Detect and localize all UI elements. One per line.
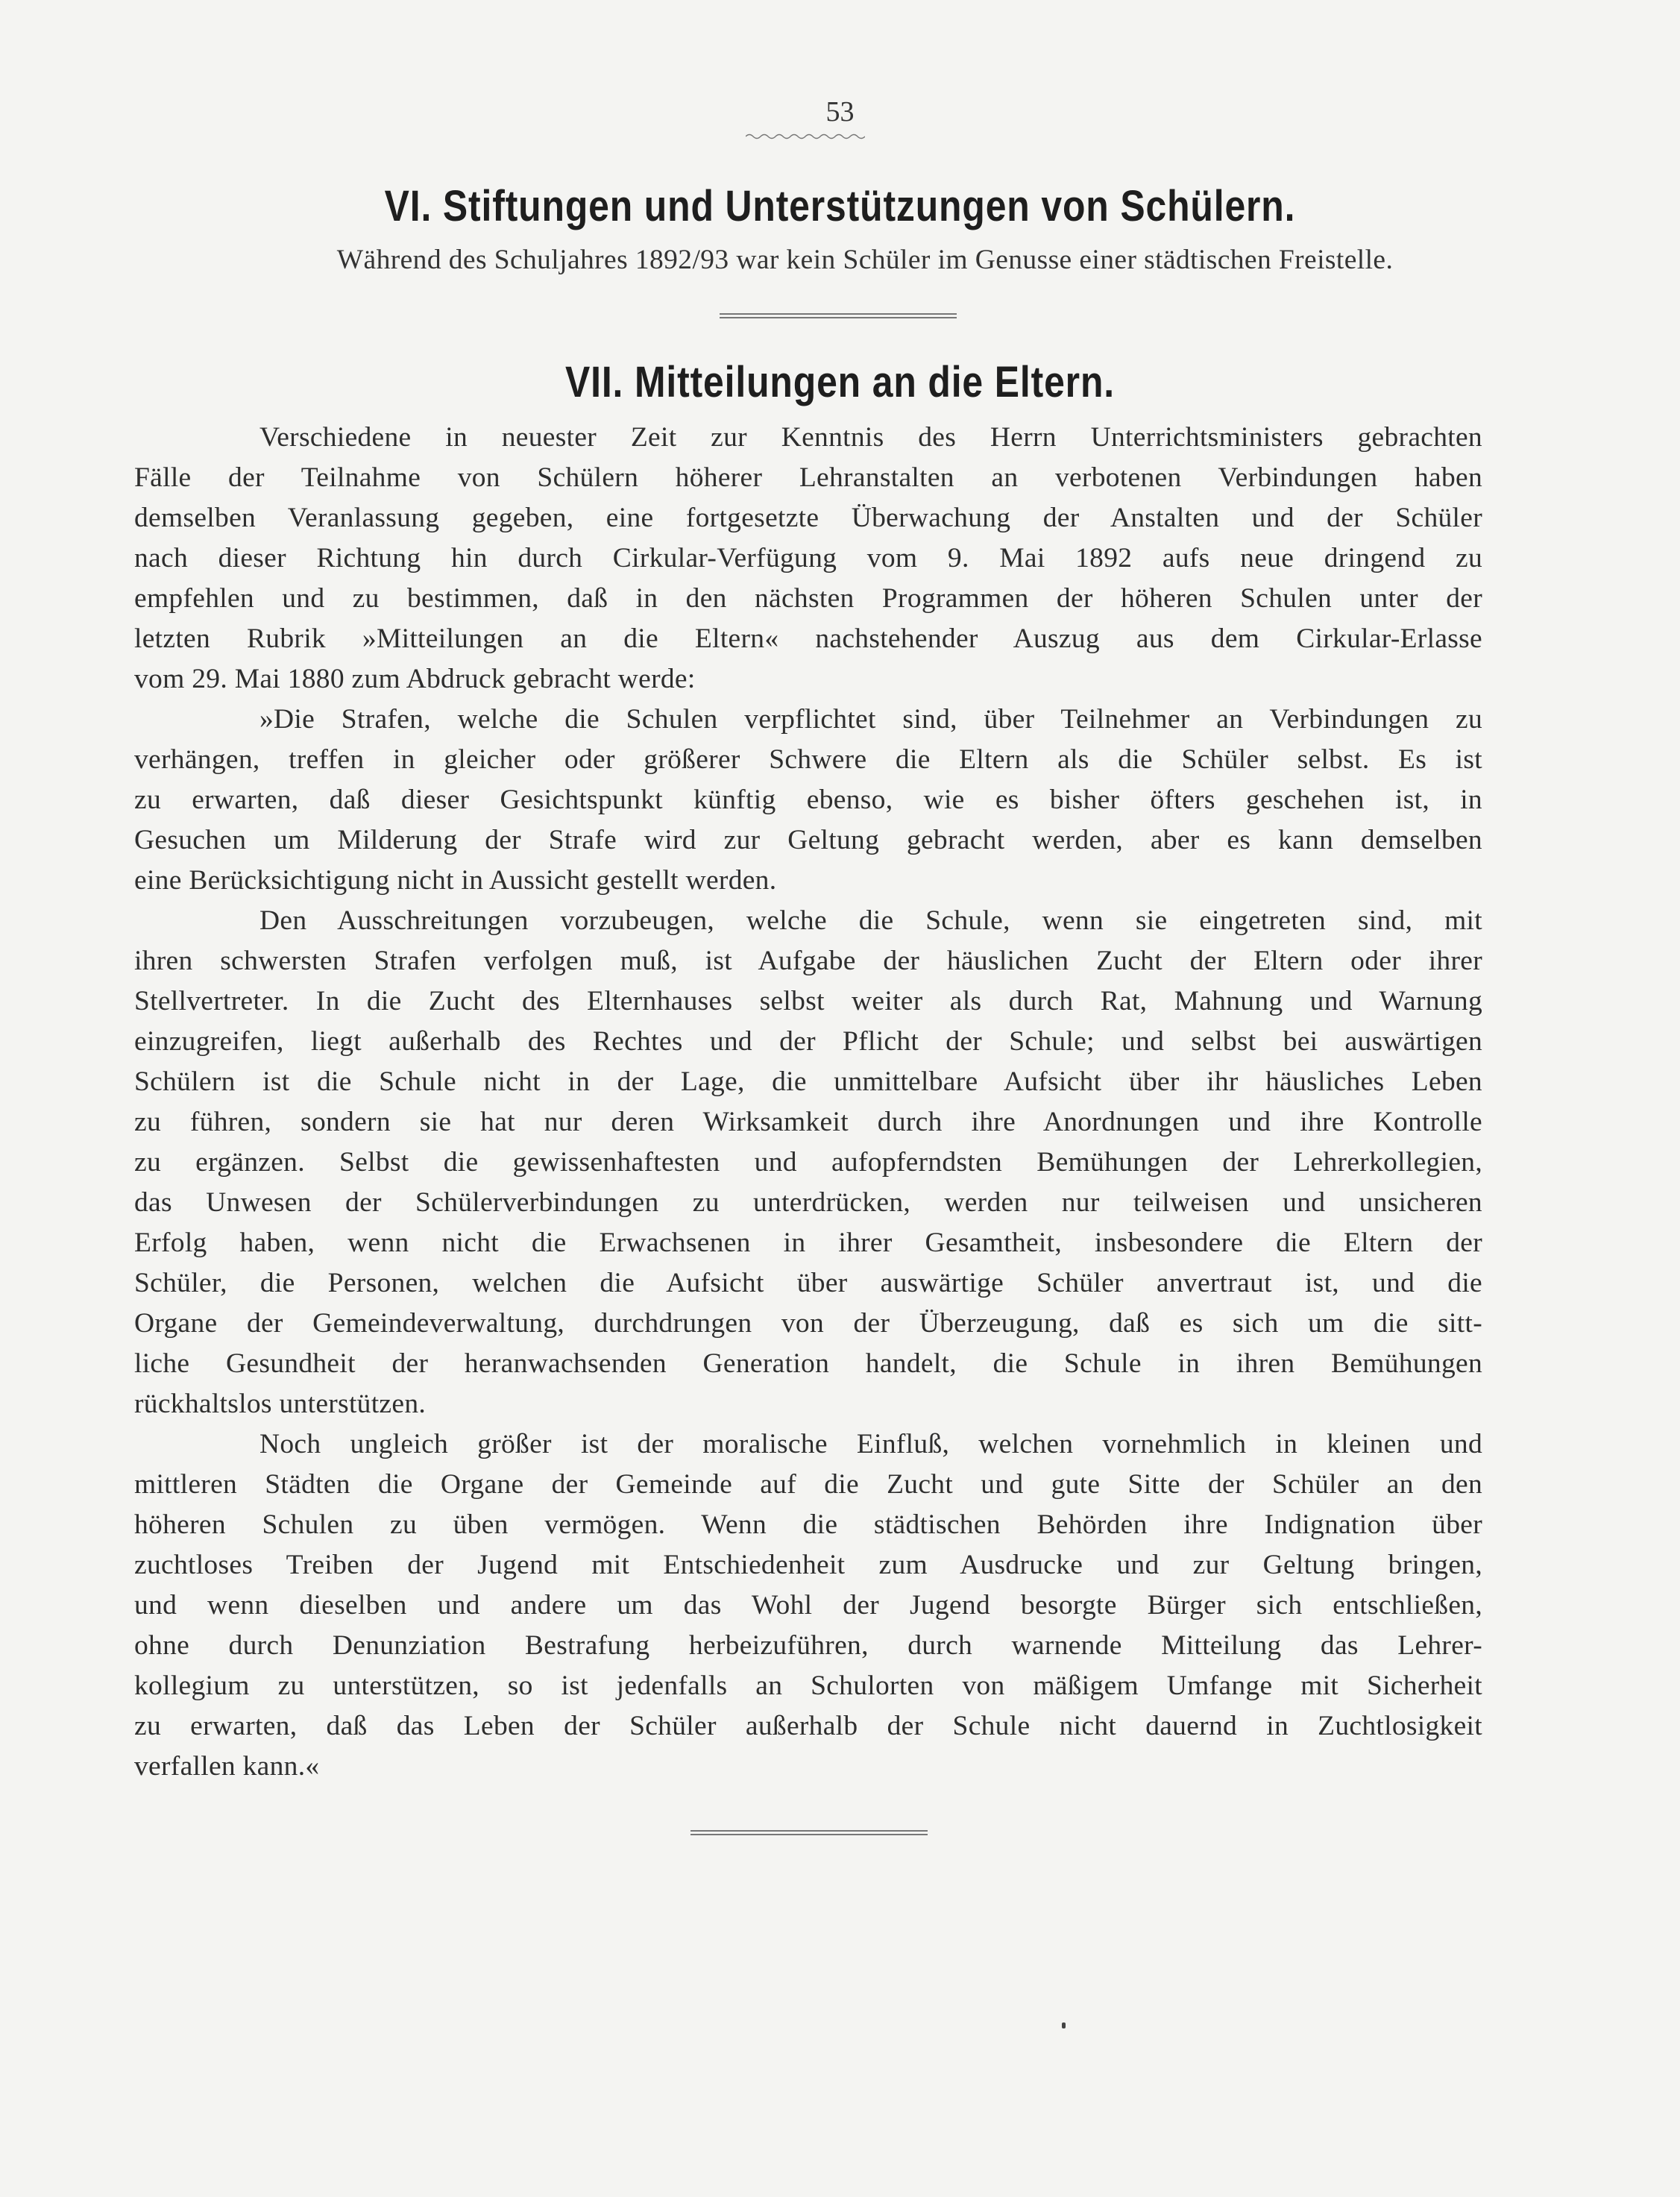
page-number: 53: [825, 96, 855, 128]
end-divider: [690, 1830, 928, 1836]
section-heading-vi: VI. Stiftungen und Unterstützungen von Schülern.: [384, 182, 1296, 230]
text-line: Stellvertreter. In die Zucht des Elternhauses selbst weiter als durch Rat, Mahnung und Warnung: [134, 986, 1482, 1016]
text-line: verhängen, treffen in gleicher oder größerer Schwere die Eltern als die Schüler selbst. Es ist: [134, 744, 1482, 775]
text-line: Verschiedene in neuester Zeit zur Kenntnis des Herrn Unterrichtsministers gebrachten: [259, 422, 1482, 453]
section-vi-text: Während des Schuljahres 1892/93 war kein Schüler im Genusse einer städtischen Freistelle.: [336, 245, 1394, 275]
text-line: einzugreifen, liegt außerhalb des Rechtes und der Pflicht der Schule; und selbst bei auswärtigen: [134, 1026, 1482, 1057]
text-line: das Unwesen der Schülerverbindungen zu unterdrücken, werden nur teilweisen und unsicheren: [134, 1187, 1482, 1218]
paper-speck: [1062, 2022, 1066, 2028]
text-line: empfehlen und zu bestimmen, daß in den nächsten Programmen der höheren Schulen unter der: [134, 583, 1482, 614]
section-vii-body: [134, 418, 1482, 1787]
text-line: Noch ungleich größer ist der moralische Einfluß, welchen vornehmlich in kleinen und: [259, 1429, 1482, 1459]
text-line: verfallen kann.«: [134, 1751, 320, 1782]
text-line: Erfolg haben, wenn nicht die Erwachsenen in ihrer Gesamtheit, insbesondere die Eltern der: [134, 1228, 1482, 1258]
text-line: Schülern ist die Schule nicht in der Lage, die unmittelbare Aufsicht über ihr häusliches Leben: [134, 1066, 1482, 1097]
text-line: eine Berücksichtigung nicht in Aussicht gestellt werden.: [134, 865, 777, 896]
section-divider: [720, 313, 957, 319]
text-line: nach dieser Richtung hin durch Cirkular-Verfügung vom 9. Mai 1892 aufs neue dringend zu: [134, 543, 1482, 573]
text-line: mittleren Städten die Organe der Gemeinde auf die Zucht und gute Sitte der Schüler an den: [134, 1469, 1482, 1500]
text-line: Organe der Gemeindeverwaltung, durchdrungen von der Überzeugung, daß es sich um die sitt-: [134, 1308, 1482, 1339]
text-line: ohne durch Denunziation Bestrafung herbeizuführen, durch warnende Mitteilung das Lehrer-: [134, 1630, 1482, 1661]
text-line: zuchtloses Treiben der Jugend mit Entschiedenheit zum Ausdrucke und zur Geltung bringen,: [134, 1550, 1482, 1580]
text-line: zu führen, sondern sie hat nur deren Wirksamkeit durch ihre Anordnungen und ihre Kontrolle: [134, 1107, 1482, 1137]
text-line: höheren Schulen zu üben vermögen. Wenn die städtischen Behörden ihre Indignation über: [134, 1509, 1482, 1540]
text-line: zu erwarten, daß das Leben der Schüler außerhalb der Schule nicht dauernd in Zuchtlosigkeit: [134, 1711, 1482, 1741]
text-line: »Die Strafen, welche die Schulen verpflichtet sind, über Teilnehmer an Verbindungen zu: [259, 704, 1482, 735]
text-line: liche Gesundheit der heranwachsenden Generation handelt, die Schule in ihren Bemühungen: [134, 1348, 1482, 1379]
text-line: demselben Veranlassung gegeben, eine fortgesetzte Überwachung der Anstalten und der Schüler: [134, 503, 1482, 533]
text-line: zu ergänzen. Selbst die gewissenhaftesten und aufopferndsten Bemühungen der Lehrerkollegien,: [134, 1147, 1482, 1178]
text-line: vom 29. Mai 1880 zum Abdruck gebracht werde:: [134, 664, 696, 694]
text-line: Gesuchen um Milderung der Strafe wird zur Geltung gebracht werden, aber es kann demselben: [134, 825, 1482, 855]
text-line: Den Ausschreitungen vorzubeugen, welche die Schule, wenn sie eingetreten sind, mit: [259, 905, 1482, 936]
text-line: zu erwarten, daß dieser Gesichtspunkt künftig ebenso, wie es bisher öfters geschehen ist, in: [134, 785, 1482, 815]
text-line: Schüler, die Personen, welchen die Aufsicht über auswärtige Schüler anvertraut ist, und die: [134, 1268, 1482, 1298]
text-line: Fälle der Teilnahme von Schülern höherer Lehranstalten an verbotenen Verbindungen haben: [134, 462, 1482, 493]
text-line: kollegium zu unterstützen, so ist jedenfalls an Schulorten von mäßigem Umfange mit Sicherheit: [134, 1670, 1482, 1701]
page-number-ornament: [746, 133, 865, 140]
text-line: rückhaltslos unterstützen.: [134, 1389, 427, 1419]
section-heading-vii: VII. Mitteilungen an die Eltern.: [564, 358, 1115, 406]
text-line: letzten Rubrik »Mitteilungen an die Eltern« nachstehender Auszug aus dem Cirkular-Erlasse: [134, 623, 1482, 654]
text-line: und wenn dieselben und andere um das Wohl der Jugend besorgte Bürger sich entschließen,: [134, 1590, 1482, 1621]
text-line: ihren schwersten Strafen verfolgen muß, ist Aufgabe der häuslichen Zucht der Eltern oder ihrer: [134, 946, 1482, 976]
